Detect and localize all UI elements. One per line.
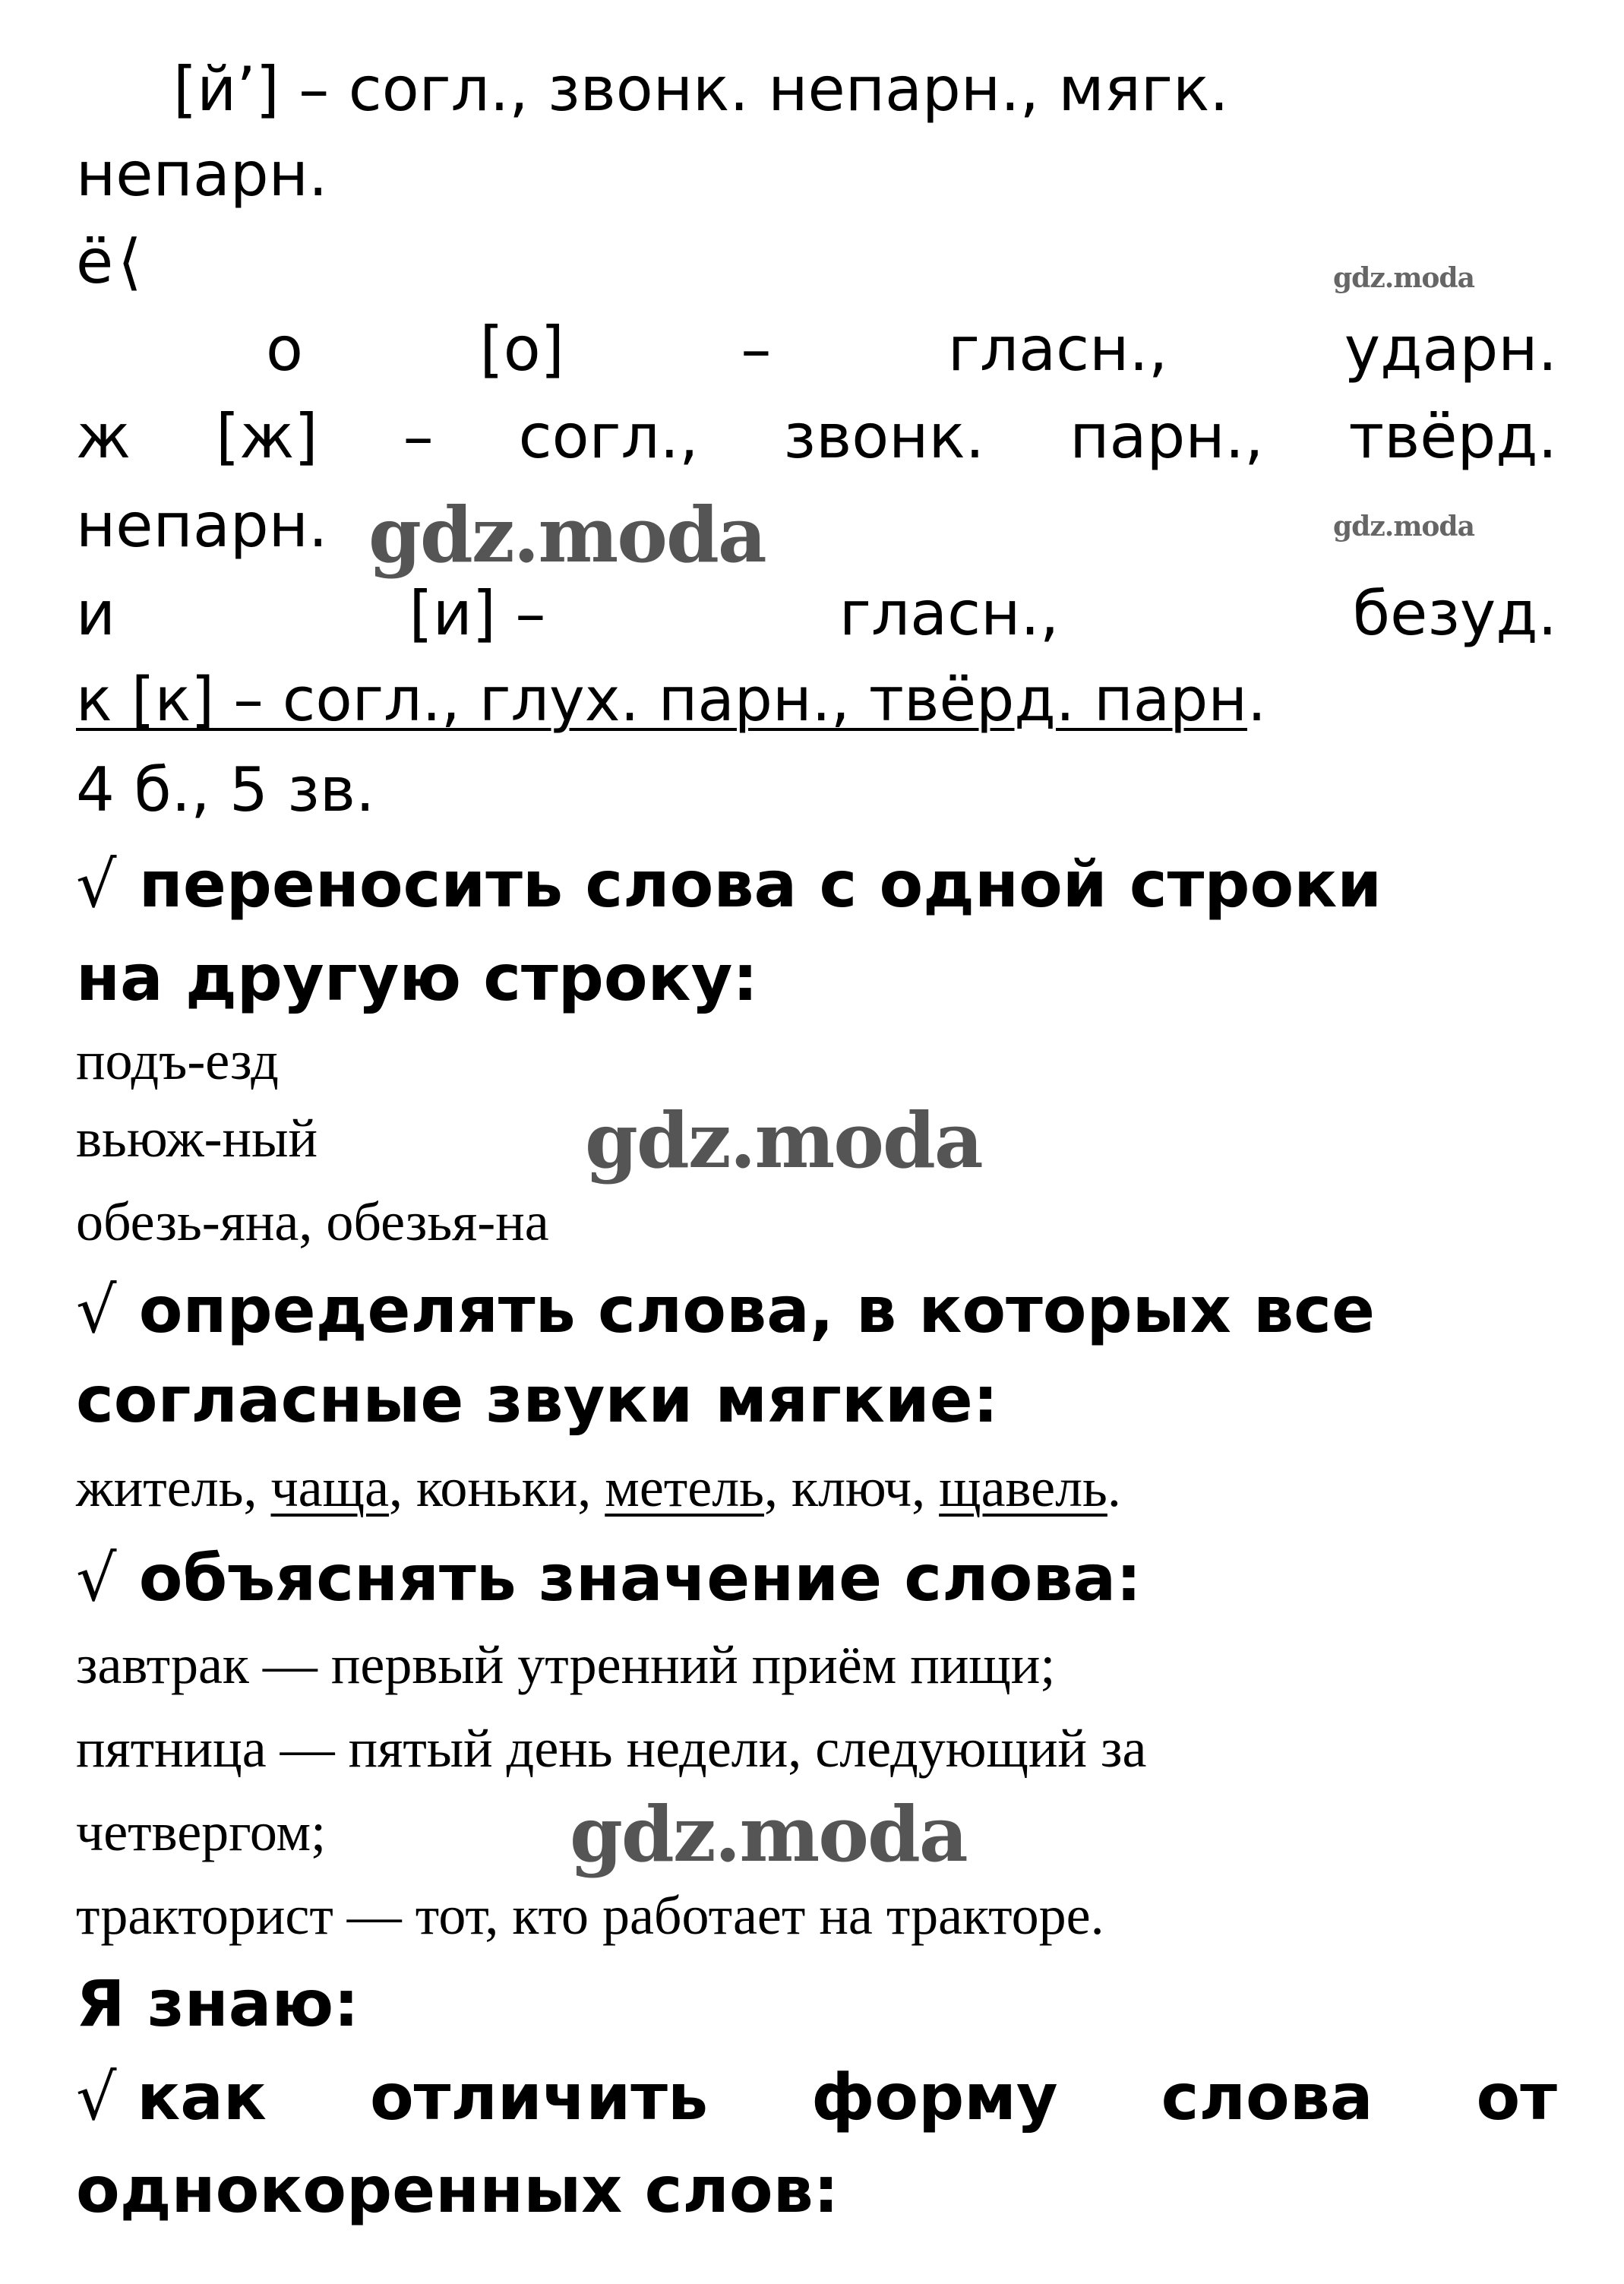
heading-soft-consonants-line2: согласные звуки мягкие: (76, 1362, 999, 1437)
bracket-icon: ⟨ (118, 226, 142, 297)
phonetic-line-yot: [й’] – согл., звонк. непарн., мягк. (173, 54, 1229, 125)
checkmark-icon: √ (76, 1273, 117, 1347)
word: житель (76, 1457, 244, 1518)
heading-i-know: Я знаю: (76, 1966, 359, 2041)
watermark: gdz.moda (1333, 262, 1474, 294)
definition-line: четвергом; (76, 1802, 327, 1862)
word: щавель (939, 1457, 1107, 1518)
separator: , (389, 1457, 417, 1518)
watermark: gdz.moda (570, 1789, 967, 1879)
separator: , (763, 1457, 791, 1518)
checkmark-icon: √ (76, 1541, 117, 1615)
phonetic-line-continuation: непарн. (76, 139, 328, 210)
letter-yo-bracket: ё⟨ (76, 226, 142, 297)
heading-hyphenation-line2: на другую строку: (76, 941, 758, 1015)
checkmark-icon: √ как (76, 2060, 267, 2134)
phonetic-row-zh-end: непарн. (76, 490, 328, 561)
separator: . (1107, 1457, 1121, 1518)
phonetic-row-o: о [о] – гласн., ударн. (266, 314, 1557, 384)
word: метель (605, 1457, 764, 1518)
watermark: gdz.moda (585, 1096, 982, 1185)
list-item: подъ-езд (76, 1030, 279, 1091)
definition-line: пятница — пятый день недели, следующий за (76, 1718, 1147, 1779)
word: чаща (270, 1457, 390, 1518)
definition-line: завтрак — первый утренний приём пищи; (76, 1634, 1056, 1695)
watermark: gdz.moda (368, 490, 766, 580)
heading-soft-consonants: √ определять слова, в которых все (76, 1273, 1375, 1347)
list-item: вьюж-ный (76, 1108, 318, 1169)
heading-word-form: √ как отличить форму слова от (76, 2060, 1557, 2134)
separator: , (912, 1457, 940, 1518)
separator: , (243, 1457, 271, 1518)
phonetic-row-k: к [к] – согл., глух. парн., твёрд. парн. (76, 665, 1267, 735)
checkmark-icon: √ (76, 847, 117, 922)
heading-word-meaning: √ объяснять значение слова: (76, 1541, 1142, 1615)
watermark: gdz.moda (1333, 511, 1474, 543)
definition-line: тракторист — тот, кто работает на тракторе. (76, 1885, 1104, 1946)
letter-sound-count: 4 б., 5 зв. (76, 754, 375, 825)
heading-word-form-line2: однокоренных слов: (76, 2153, 839, 2227)
word: ключ (791, 1457, 912, 1518)
list-item: обезь-яна, обезья-на (76, 1191, 549, 1252)
soft-words-line (76, 1457, 1121, 1518)
phonetic-row-zh: ж [ж] – согл., звонк. парн., твёрд. (76, 401, 1557, 472)
phonetic-row-i: и [и] – гласн., безуд. (76, 578, 1557, 649)
heading-hyphenation: √ переносить слова с одной строки (76, 847, 1382, 922)
word: коньки (416, 1457, 578, 1518)
separator: , (577, 1457, 605, 1518)
